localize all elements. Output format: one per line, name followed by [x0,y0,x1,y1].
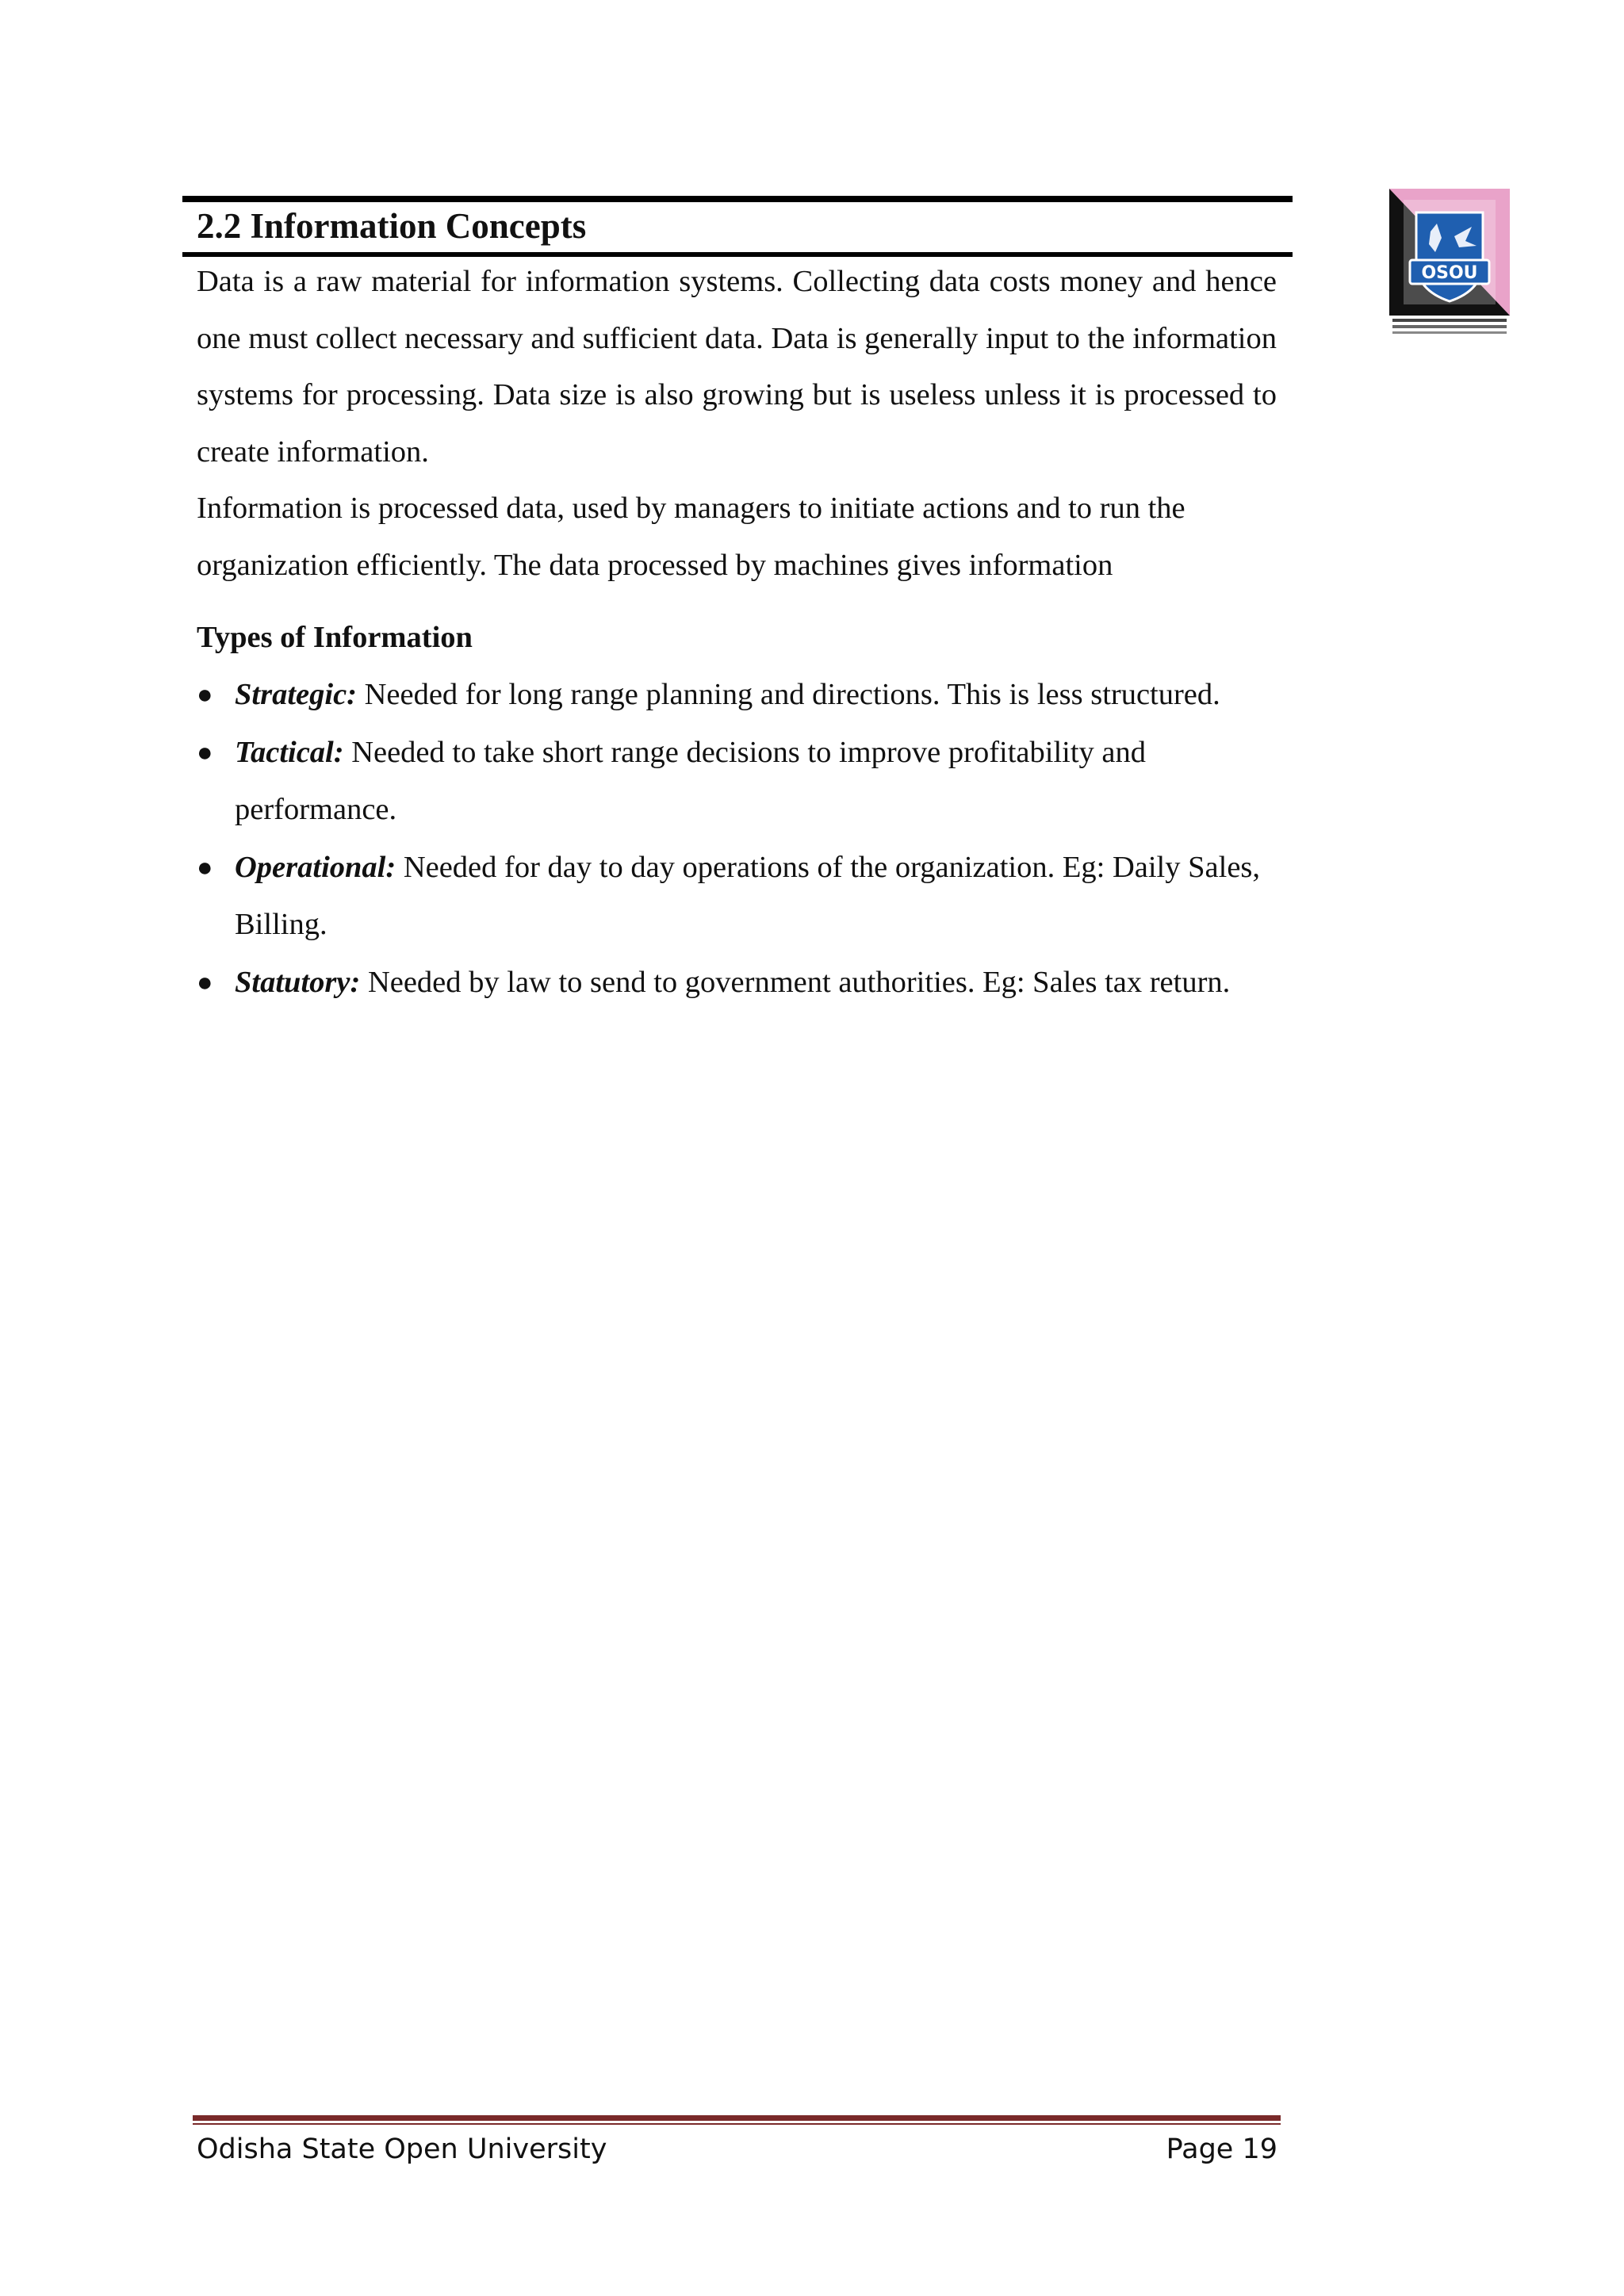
footer-university: Odisha State Open University [197,2133,607,2165]
type-description: Needed by law to send to government authorities. Eg: Sales tax return. [360,966,1231,999]
bullet-icon: ● [197,968,213,997]
logo-text: OSOU [1421,263,1478,283]
list-item [197,725,1297,838]
type-description: Needed for long range planning and directions. This is less structured. [356,677,1220,711]
types-list [197,667,1277,1012]
bullet-icon: ● [197,738,213,767]
bullet-icon: ● [197,679,213,710]
list-item [197,955,1297,1012]
type-description: Needed for day to day operations of the organization. Eg: Daily Sales, Billing. [235,851,1261,941]
list-item [197,840,1297,953]
type-term: Strategic: [235,677,357,711]
osou-logo-icon [1389,189,1510,336]
footer-rule-thin [193,2123,1281,2125]
footer-page-number: Page 19 [1166,2133,1277,2165]
type-term: Operational: [235,851,396,884]
type-term: Statutory: [235,966,361,999]
paragraph-data: Data is a raw material for information systems. Collecting data costs money and hence one must collect necessary and sufficient data. Data is generally input to the information systems for processing. Data size is also growing but is useless unless it is processed to create information. [197,265,1277,469]
footer-rule [193,2115,1281,2121]
list-item [197,667,1297,724]
paragraph-information: Information is processed data, used by managers to initiate actions and to run the organization efficiently. The data processed by machines gives information [197,492,1185,582]
type-description: Needed to take short range decisions to improve profitability and performance. [235,736,1146,826]
types-heading: Types of Information [197,621,473,654]
page-content [197,254,1277,1013]
bullet-icon: ● [197,853,213,882]
section-title: 2.2 Information Concepts [197,206,587,246]
type-term: Tactical: [235,736,344,769]
